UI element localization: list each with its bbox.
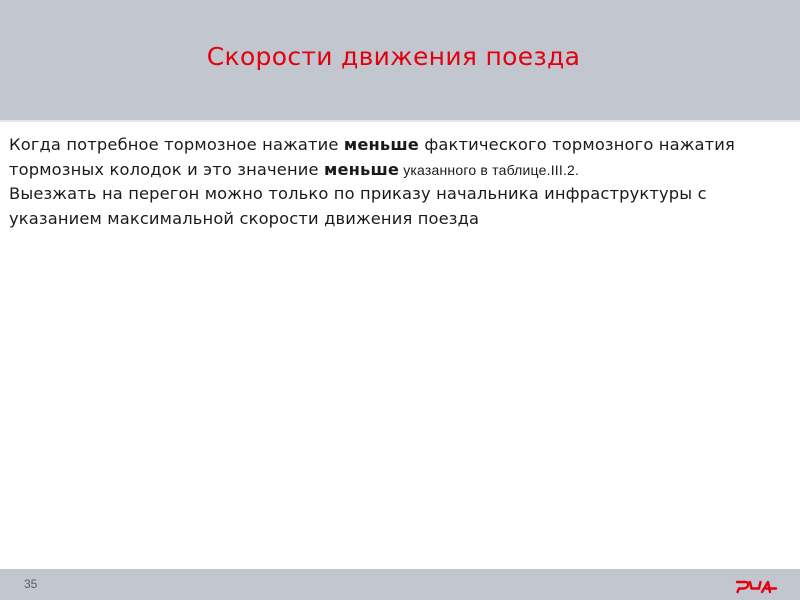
paragraph-condition-part1: Когда потребное тормозное нажатие: [9, 135, 344, 154]
header-divider: [0, 120, 800, 122]
slide-header: [0, 0, 800, 120]
page-number: 35: [24, 577, 38, 591]
slide-footer: [0, 569, 800, 600]
paragraph-condition: [9, 133, 794, 182]
emphasis-less-1: меньше: [343, 135, 420, 154]
paragraph-instruction: Выезжать на перегон можно только по приказу начальника инфраструктуры с указанием максимальной скорости движения поезда: [9, 184, 707, 228]
slide-body: [9, 133, 794, 231]
slide-title: Скорости движения поезда: [206, 42, 581, 71]
paragraph-condition-part2: фактического тормозного нажатия тормозных колодок и это значение: [9, 135, 735, 179]
emphasis-less-2: меньше: [323, 159, 400, 179]
rzd-logo-icon: [735, 576, 779, 594]
paragraph-condition-part3: указанного в таблице.III.2.: [399, 161, 580, 178]
